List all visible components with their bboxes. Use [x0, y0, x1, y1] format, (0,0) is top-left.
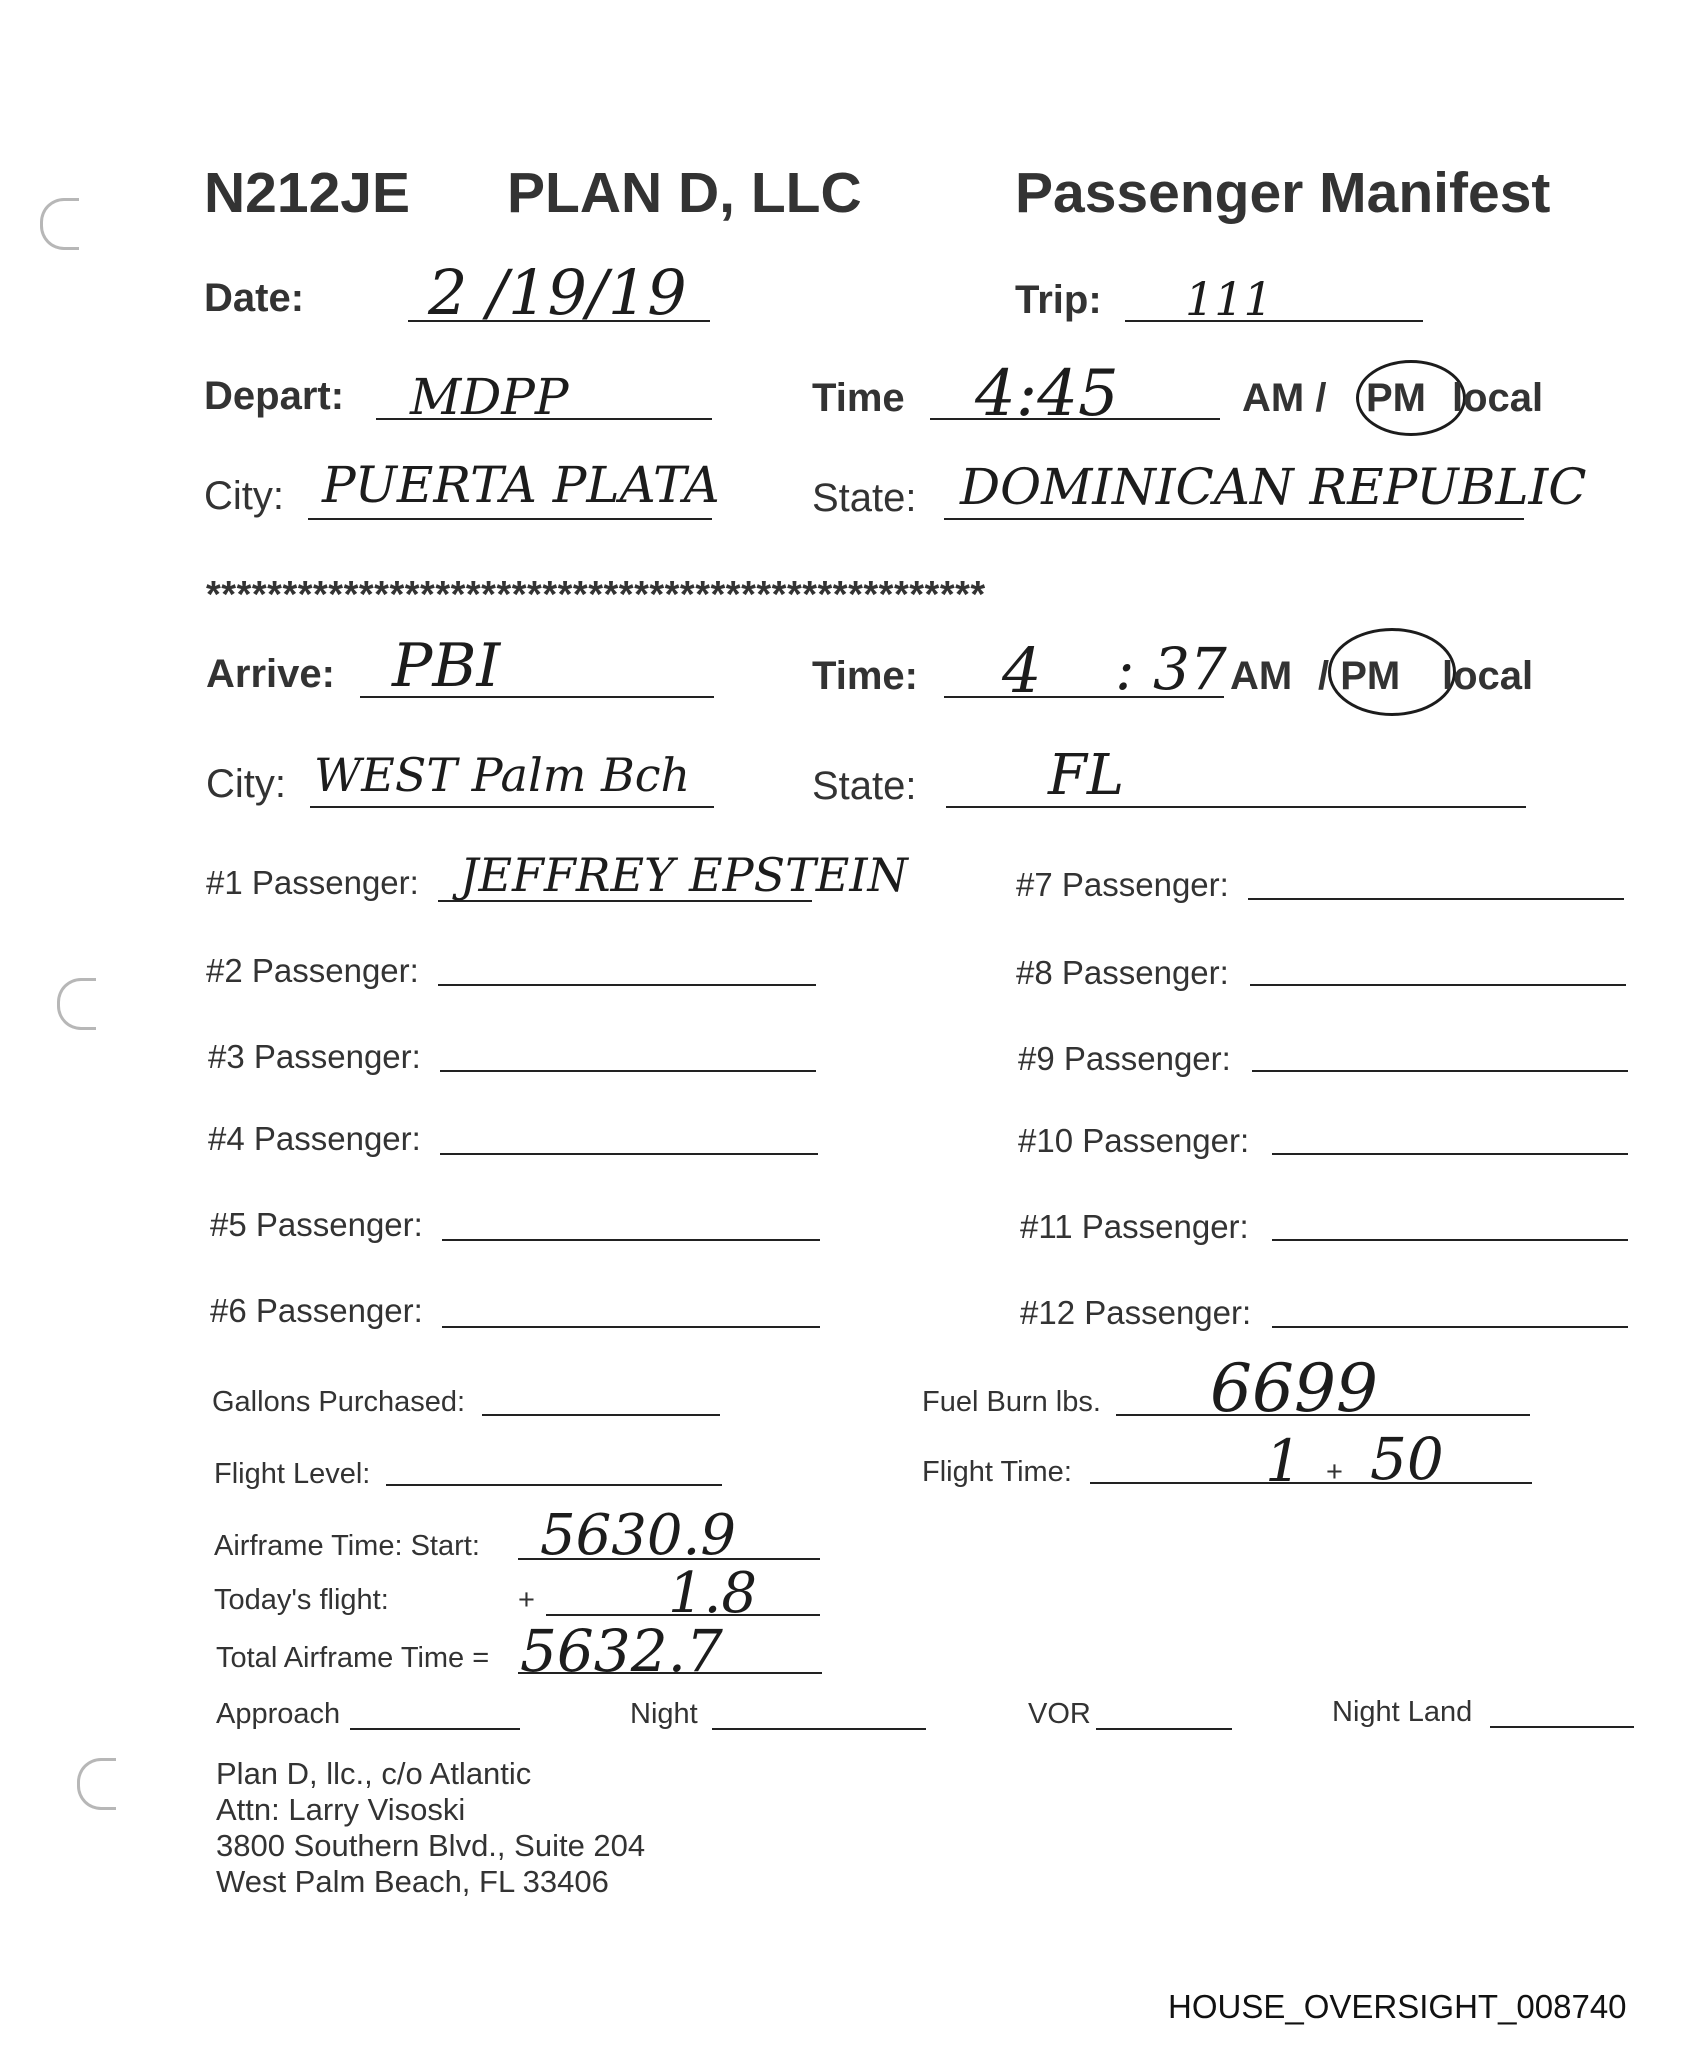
address-line-4: West Palm Beach, FL 33406: [216, 1864, 609, 1899]
passenger-12-label: #12 Passenger:: [1020, 1294, 1252, 1331]
bates-number: HOUSE_OVERSIGHT_008740: [1168, 1988, 1627, 2025]
arrive-city-label: City:: [206, 762, 286, 806]
flight-level-line[interactable]: [386, 1484, 722, 1486]
night-land-label: Night Land: [1332, 1696, 1473, 1728]
binder-hole-middle: [57, 978, 96, 1030]
passenger-3-label: #3 Passenger:: [208, 1038, 421, 1075]
passenger-6-line[interactable]: [442, 1326, 820, 1328]
passenger-6-label: #6 Passenger:: [210, 1292, 423, 1329]
night-land-line[interactable]: [1490, 1726, 1634, 1728]
arrive-label: Arrive:: [206, 652, 335, 696]
document-title: Passenger Manifest: [1015, 161, 1551, 225]
todays-flight-plus: +: [518, 1584, 535, 1616]
arrive-pm-label: / PM: [1318, 654, 1401, 698]
depart-pm-label: PM: [1366, 376, 1426, 420]
address-line-3: 3800 Southern Blvd., Suite 204: [216, 1828, 646, 1863]
fuel-burn-value[interactable]: 6699: [1210, 1350, 1378, 1427]
depart-time-label: Time: [812, 376, 905, 420]
night-label: Night: [630, 1698, 698, 1730]
address-line-1: Plan D, llc., c/o Atlantic: [216, 1756, 532, 1791]
passenger-7-label: #7 Passenger:: [1016, 866, 1229, 903]
date-label: Date:: [204, 276, 305, 320]
arrive-time-minutes[interactable]: : 37: [1115, 635, 1227, 703]
passenger-5-line[interactable]: [442, 1239, 820, 1241]
section-separator: ***************************************************: [206, 574, 986, 616]
trip-line: [1125, 320, 1423, 322]
passenger-4-label: #4 Passenger:: [208, 1120, 421, 1157]
airframe-start-label: Airframe Time: Start:: [214, 1530, 480, 1562]
passenger-10-label: #10 Passenger:: [1018, 1122, 1250, 1159]
trip-value[interactable]: 111: [1185, 272, 1273, 326]
arrive-state-value[interactable]: FL: [1048, 743, 1125, 808]
fuel-burn-label: Fuel Burn lbs.: [922, 1386, 1101, 1418]
total-airframe-value[interactable]: 5632.7: [520, 1617, 723, 1685]
passenger-7-line[interactable]: [1248, 898, 1624, 900]
todays-flight-label: Today's flight:: [214, 1584, 389, 1616]
arrive-pm-circle: [1328, 628, 1456, 716]
depart-state-label: State:: [812, 476, 917, 520]
passenger-9-line[interactable]: [1252, 1070, 1628, 1072]
passenger-11-label: #11 Passenger:: [1020, 1208, 1249, 1245]
passenger-8-line[interactable]: [1250, 984, 1626, 986]
arrive-city-line: [310, 806, 714, 808]
passenger-8-label: #8 Passenger:: [1016, 954, 1229, 991]
gallons-purchased-label: Gallons Purchased:: [212, 1386, 466, 1418]
address-line-2: Attn: Larry Visoski: [216, 1792, 466, 1827]
depart-city-value[interactable]: PUERTA PLATA: [322, 456, 720, 514]
flight-time-hours[interactable]: 1: [1265, 1427, 1302, 1495]
flight-time-plus: +: [1326, 1456, 1343, 1488]
flight-time-line: [1090, 1482, 1532, 1484]
arrive-time-hour[interactable]: 4: [1002, 634, 1042, 707]
todays-flight-value[interactable]: 1.8: [668, 1561, 758, 1626]
depart-pm-circle: [1356, 360, 1466, 436]
passenger-2-line[interactable]: [438, 984, 816, 986]
depart-city-line: [308, 518, 712, 520]
depart-am-label: AM /: [1242, 376, 1327, 420]
vor-label: VOR: [1028, 1698, 1091, 1730]
arrive-value[interactable]: PBI: [392, 631, 501, 701]
arrive-local-label: local: [1442, 654, 1534, 698]
airframe-start-value[interactable]: 5630.9: [540, 1503, 736, 1568]
passenger-11-line[interactable]: [1272, 1239, 1628, 1241]
trip-label: Trip:: [1015, 278, 1102, 322]
total-airframe-label: Total Airframe Time =: [216, 1642, 490, 1674]
date-value[interactable]: 2 /19/19: [428, 256, 687, 329]
depart-value[interactable]: MDPP: [410, 368, 569, 426]
arrive-state-line: [946, 806, 1526, 808]
night-line[interactable]: [712, 1728, 926, 1730]
arrive-state-label: State:: [812, 764, 917, 808]
passenger-5-label: #5 Passenger:: [210, 1206, 423, 1243]
depart-local-label: local: [1452, 376, 1544, 420]
flight-time-minutes[interactable]: 50: [1370, 1425, 1444, 1493]
binder-hole-top: [40, 198, 79, 250]
depart-state-line: [944, 518, 1524, 520]
depart-time-value[interactable]: 4:45: [975, 357, 1119, 431]
depart-city-label: City:: [204, 474, 284, 518]
approach-label: Approach: [216, 1698, 341, 1730]
flight-time-label: Flight Time:: [922, 1456, 1072, 1488]
passenger-12-line[interactable]: [1272, 1326, 1628, 1328]
passenger-3-line[interactable]: [440, 1070, 816, 1072]
flight-level-label: Flight Level:: [214, 1458, 371, 1490]
approach-line[interactable]: [350, 1728, 520, 1730]
passenger-1-label: #1 Passenger:: [206, 864, 419, 901]
depart-state-value[interactable]: DOMINICAN REPUBLIC: [960, 458, 1587, 516]
arrive-time-label: Time:: [812, 654, 918, 698]
binder-hole-bottom: [77, 1758, 116, 1810]
gallons-purchased-line[interactable]: [482, 1414, 720, 1416]
passenger-4-line[interactable]: [440, 1153, 818, 1155]
passenger-10-line[interactable]: [1272, 1153, 1628, 1155]
vor-line[interactable]: [1096, 1728, 1232, 1730]
passenger-2-label: #2 Passenger:: [206, 952, 419, 989]
passenger-1-value[interactable]: JEFFREY EPSTEIN: [460, 848, 908, 902]
passenger-9-label: #9 Passenger:: [1018, 1040, 1231, 1077]
tail-number: N212JE: [204, 161, 410, 225]
arrive-city-value[interactable]: WEST Palm Bch: [314, 748, 691, 802]
company-name: PLAN D, LLC: [507, 161, 862, 225]
arrive-am-label: AM: [1230, 654, 1293, 698]
depart-label: Depart:: [204, 374, 345, 418]
